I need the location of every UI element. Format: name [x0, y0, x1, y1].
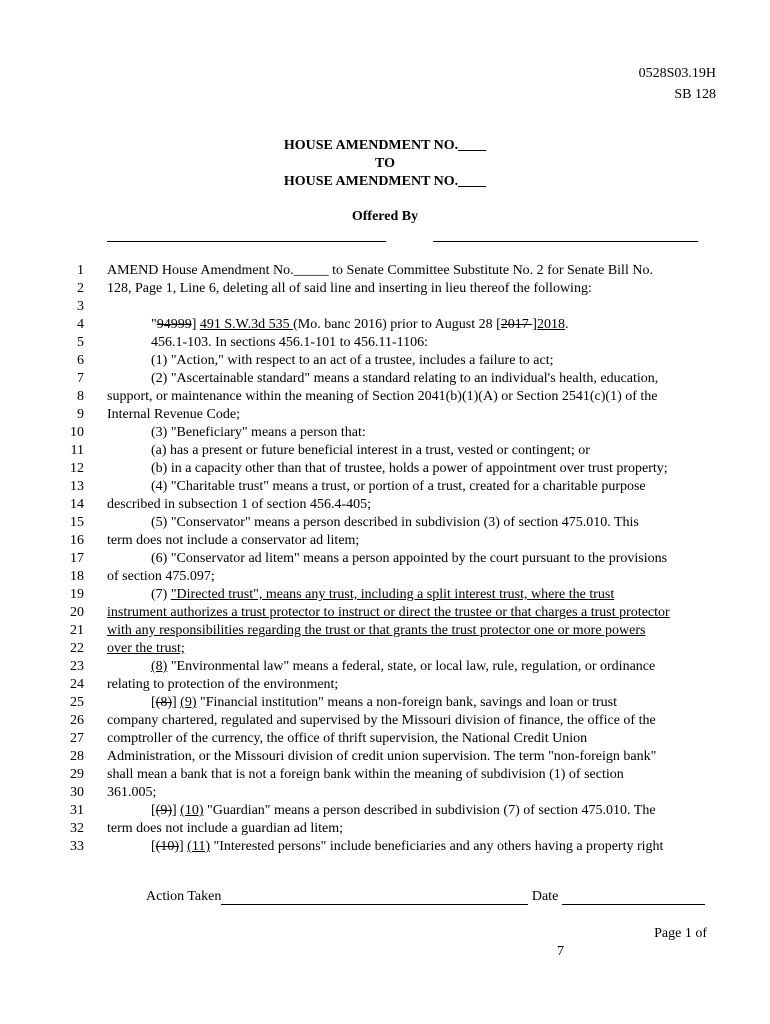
action-footer: [146, 889, 705, 905]
body-line: [0, 298, 770, 316]
line-number: 7: [77, 371, 84, 386]
line-text: [107, 406, 240, 424]
action-taken-label: Action Taken: [146, 889, 222, 904]
title-line-3: HOUSE AMENDMENT NO.____: [283, 174, 487, 189]
line-segment: (a) has a present or future beneficial interest in a trust, vested or contingent; or: [151, 443, 590, 458]
body-line: [0, 550, 770, 568]
line-number: 20: [70, 605, 84, 620]
page-total: 7: [557, 944, 564, 959]
document-header: [639, 63, 716, 105]
line-number: 12: [70, 461, 84, 476]
body-line: [0, 838, 770, 856]
bill-number: SB 128: [674, 87, 716, 102]
line-text: [107, 712, 656, 730]
line-number: 33: [70, 839, 84, 854]
line-segment: shall mean a bank that is not a foreign bank within the meaning of subdivision (1) of section: [107, 767, 624, 782]
line-segment: company chartered, regulated and supervised by the Missouri division of finance, the office of the: [107, 713, 656, 728]
line-text: [107, 748, 656, 766]
body-line: [0, 748, 770, 766]
inserted-text: 2018: [536, 317, 565, 332]
sponsor-signature-line-right: [433, 241, 698, 242]
line-number: 17: [70, 551, 84, 566]
line-number: 22: [70, 641, 84, 656]
deleted-text: 94999: [156, 317, 192, 332]
line-segment: .: [564, 317, 569, 332]
line-text: [151, 334, 428, 352]
line-segment: ]: [172, 695, 181, 710]
line-number: 6: [77, 353, 84, 368]
line-text: [107, 766, 624, 784]
body-line: [0, 478, 770, 496]
title-line-2: TO: [375, 156, 395, 171]
body-line: [0, 802, 770, 820]
line-text: [107, 496, 371, 514]
line-number: 32: [70, 821, 84, 836]
line-number: 26: [70, 713, 84, 728]
body-line: [0, 442, 770, 460]
inserted-text: (11): [187, 839, 210, 854]
line-segment: "Financial institution" means a non-foreign bank, savings and loan or trust: [196, 695, 617, 710]
amendment-body: [0, 262, 770, 856]
inserted-text: "Directed trust", means any trust, including a split interest trust, where the trust: [170, 587, 615, 602]
body-line: [0, 640, 770, 658]
body-line: [0, 658, 770, 676]
line-text: [151, 658, 655, 676]
line-text: [151, 550, 667, 568]
inserted-text: (8): [151, 659, 168, 674]
line-segment: "Guardian" means a person described in subdivision (7) of section 475.010. The: [203, 803, 656, 818]
line-segment: 128, Page 1, Line 6, deleting all of said line and inserting in lieu thereof the following:: [107, 281, 592, 296]
line-number: 5: [77, 335, 84, 350]
line-text: [107, 676, 338, 694]
title-line-1: HOUSE AMENDMENT NO.____: [283, 138, 487, 153]
line-segment: ]: [172, 803, 181, 818]
line-segment: AMEND House Amendment No._____ to Senate Committee Substitute No. 2 for Senate Bill No.: [107, 263, 653, 278]
line-text: [107, 622, 645, 640]
inserted-text: with any responsibilities regarding the trust or that grants the trust protector one or more powers: [107, 623, 646, 638]
line-segment: "Interested persons" include beneficiaries and any others having a property right: [209, 839, 664, 854]
line-segment: (4) "Charitable trust" means a trust, or portion of a trust, created for a charitable purpose: [151, 479, 646, 494]
deleted-text: (9): [155, 803, 172, 818]
line-segment: comptroller of the currency, the office of thrift supervision, the National Credit Union: [107, 731, 588, 746]
line-segment: [: [151, 695, 156, 710]
line-segment: (6) "Conservator ad litem" means a person appointed by the court pursuant to the provisions: [151, 551, 668, 566]
body-line: [0, 568, 770, 586]
body-line: [0, 424, 770, 442]
line-text: [151, 694, 617, 712]
body-line: [0, 820, 770, 838]
line-text: [151, 424, 366, 442]
line-text: [151, 316, 568, 334]
line-segment: term does not include a guardian ad litem;: [107, 821, 343, 836]
body-line: [0, 622, 770, 640]
date-blank: [562, 890, 705, 905]
line-segment: (2) "Ascertainable standard" means a standard relating to an individual's health, education,: [151, 371, 659, 386]
body-line: [0, 262, 770, 280]
line-text: [107, 604, 670, 622]
body-line: [0, 730, 770, 748]
line-number: 15: [70, 515, 84, 530]
line-text: [107, 532, 359, 550]
body-line: [0, 532, 770, 550]
line-segment: (1) "Action," with respect to an act of a trustee, includes a failure to act;: [151, 353, 554, 368]
line-segment: described in subsection 1 of section 456.4-405;: [107, 497, 372, 512]
body-line: [0, 334, 770, 352]
line-text: [151, 838, 663, 856]
line-number: 25: [70, 695, 84, 710]
line-segment: (7): [151, 587, 171, 602]
sponsor-signature-line-left: [107, 241, 386, 242]
body-line: [0, 496, 770, 514]
line-segment: ]: [191, 317, 200, 332]
line-segment: ": [151, 317, 157, 332]
line-text: [107, 820, 343, 838]
inserted-text: over the trust;: [107, 641, 185, 656]
line-number: 2: [77, 281, 84, 296]
line-number: 3: [77, 299, 84, 314]
line-segment: term does not include a conservator ad litem;: [107, 533, 360, 548]
line-number: 29: [70, 767, 84, 782]
line-segment: 456.1-103. In sections 456.1-101 to 456.11-1106:: [151, 335, 428, 350]
line-number: 30: [70, 785, 84, 800]
line-text: [107, 784, 156, 802]
line-number: 1: [77, 263, 84, 278]
line-segment: (5) "Conservator" means a person described in subdivision (3) of section 475.010. This: [151, 515, 639, 530]
inserted-text: (10): [180, 803, 204, 818]
body-line: [0, 676, 770, 694]
line-number: 4: [77, 317, 84, 332]
line-number: 24: [70, 677, 84, 692]
line-text: [107, 640, 185, 658]
inserted-text: (9): [180, 695, 197, 710]
line-number: 14: [70, 497, 84, 512]
amendment-title: [0, 137, 770, 191]
line-number: 27: [70, 731, 84, 746]
body-line: [0, 280, 770, 298]
line-number: 10: [70, 425, 84, 440]
body-line: [0, 460, 770, 478]
line-segment: support, or maintenance within the meaning of Section 2041(b)(1)(A) or Section 2541(c)(1) of the: [107, 389, 658, 404]
line-text: [151, 586, 614, 604]
line-segment: (3) "Beneficiary" means a person that:: [151, 425, 366, 440]
line-segment: of section 475.097;: [107, 569, 215, 584]
inserted-text: 491 S.W.3d 535: [199, 317, 294, 332]
page-number: Page 1 of: [654, 926, 707, 941]
line-number: 28: [70, 749, 84, 764]
deleted-text: 2017: [500, 317, 533, 332]
body-line: [0, 694, 770, 712]
body-line: [0, 784, 770, 802]
line-text: [151, 370, 658, 388]
line-segment: [: [151, 839, 156, 854]
body-line: [0, 316, 770, 334]
deleted-text: (8): [155, 695, 172, 710]
line-segment: (b) in a capacity other than that of trustee, holds a power of appointment over trust property;: [151, 461, 668, 476]
line-segment: Internal Revenue Code;: [107, 407, 240, 422]
line-segment: Administration, or the Missouri division of credit union supervision. The term "non-foreign bank": [107, 749, 657, 764]
body-line: [0, 712, 770, 730]
line-text: [151, 460, 668, 478]
line-segment: "Environmental law" means a federal, state, or local law, rule, regulation, or ordinance: [167, 659, 656, 674]
deleted-text: (10): [155, 839, 179, 854]
body-line: [0, 586, 770, 604]
body-line: [0, 766, 770, 784]
line-text: [107, 280, 592, 298]
body-line: [0, 604, 770, 622]
line-number: 19: [70, 587, 84, 602]
action-taken-blank: [221, 890, 528, 905]
line-number: 9: [77, 407, 84, 422]
date-label: Date: [531, 889, 559, 904]
offered-by-label: Offered By: [351, 209, 419, 224]
line-number: 21: [70, 623, 84, 638]
line-number: 31: [70, 803, 84, 818]
line-text: [151, 478, 646, 496]
line-text: [107, 730, 587, 748]
line-number: 18: [70, 569, 84, 584]
line-segment: (Mo. banc 2016) prior to August 28 [: [293, 317, 501, 332]
line-segment: ]: [179, 839, 188, 854]
line-number: 16: [70, 533, 84, 548]
line-number: 8: [77, 389, 84, 404]
line-text: [107, 388, 658, 406]
body-line: [0, 388, 770, 406]
line-text: [151, 442, 590, 460]
line-number: 23: [70, 659, 84, 674]
line-segment: [: [151, 803, 156, 818]
body-line: [0, 370, 770, 388]
document-code: 0528S03.19H: [638, 66, 716, 81]
line-text: [151, 352, 554, 370]
inserted-text: instrument authorizes a trust protector to instruct or direct the trustee or that charges a trust protector: [107, 605, 670, 620]
line-number: 11: [70, 443, 84, 458]
line-text: [107, 568, 215, 586]
line-segment: relating to protection of the environment;: [107, 677, 339, 692]
body-line: [0, 406, 770, 424]
line-text: [151, 802, 656, 820]
line-segment: 361.005;: [107, 785, 157, 800]
line-segment: ]: [532, 317, 537, 332]
line-number: 13: [70, 479, 84, 494]
line-text: [107, 262, 653, 280]
body-line: [0, 514, 770, 532]
body-line: [0, 352, 770, 370]
line-text: [151, 514, 639, 532]
